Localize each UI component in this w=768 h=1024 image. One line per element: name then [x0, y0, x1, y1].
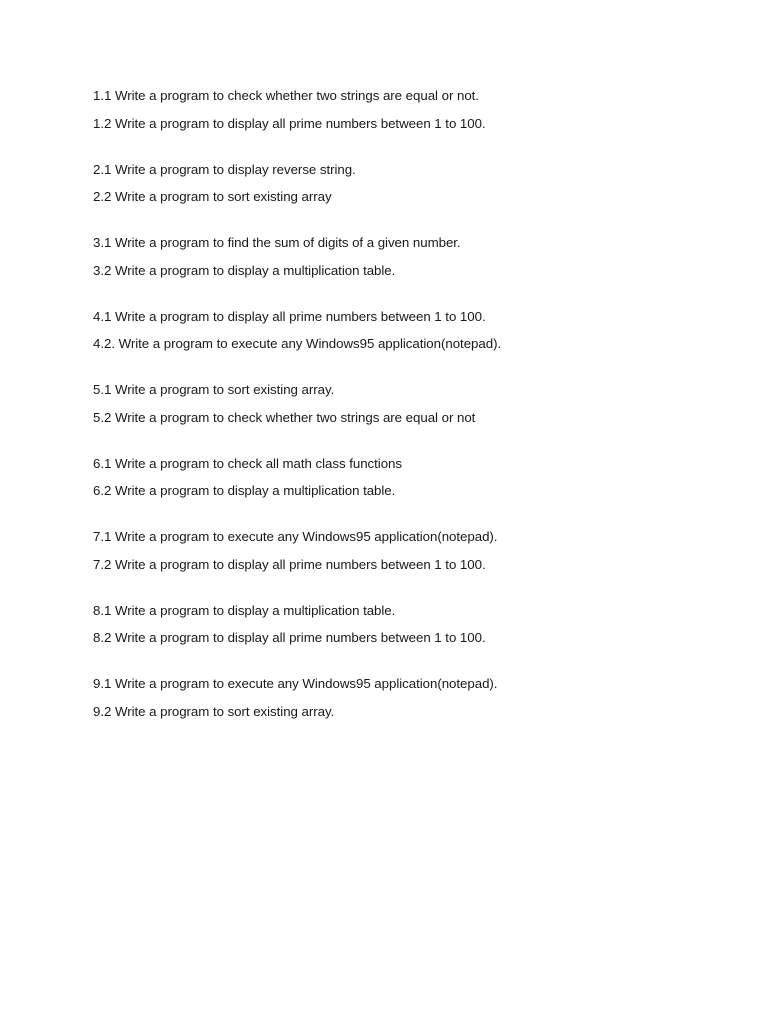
exercise-group-1	[93, 86, 713, 133]
exercise-group-9	[93, 674, 713, 721]
exercise-item: 5.2 Write a program to check whether two strings are equal or not	[93, 409, 476, 425]
exercise-list	[93, 86, 713, 748]
exercise-item: 7.1 Write a program to execute any Windows95 application(notepad).	[93, 529, 498, 544]
exercise-item: 4.2. Write a program to execute any Windows95 application(notepad).	[93, 336, 502, 351]
exercise-group-6	[93, 454, 713, 501]
exercise-item: 1.1 Write a program to check whether two strings are equal or not.	[93, 88, 479, 103]
exercise-group-5	[93, 380, 713, 427]
exercise-item: 8.1 Write a program to display a multiplication table.	[93, 602, 396, 618]
exercise-item: 9.2 Write a program to sort existing array.	[93, 703, 335, 719]
exercise-group-2	[93, 160, 713, 207]
exercise-group-7	[93, 527, 713, 574]
exercise-group-4	[93, 307, 713, 354]
exercise-item: 3.1 Write a program to find the sum of digits of a given number.	[93, 235, 461, 250]
exercise-item: 6.2 Write a program to display a multiplication table.	[93, 483, 396, 498]
exercise-item: 9.1 Write a program to execute any Windows95 application(notepad).	[93, 676, 498, 691]
exercise-item: 1.2 Write a program to display all prime numbers between 1 to 100.	[93, 115, 486, 131]
exercise-item: 2.2 Write a program to sort existing array	[93, 189, 332, 204]
exercise-item: 7.2 Write a program to display all prime numbers between 1 to 100.	[93, 556, 486, 572]
exercise-group-3	[93, 233, 713, 280]
exercise-item: 4.1 Write a program to display all prime numbers between 1 to 100.	[93, 308, 486, 324]
exercise-item: 2.1 Write a program to display reverse string.	[93, 161, 356, 177]
exercise-item: 6.1 Write a program to check all math class functions	[93, 455, 402, 471]
exercise-group-8	[93, 601, 713, 648]
exercise-item: 5.1 Write a program to sort existing array.	[93, 382, 335, 397]
exercise-item: 3.2 Write a program to display a multiplication table.	[93, 262, 396, 278]
exercise-item: 8.2 Write a program to display all prime numbers between 1 to 100.	[93, 630, 486, 645]
